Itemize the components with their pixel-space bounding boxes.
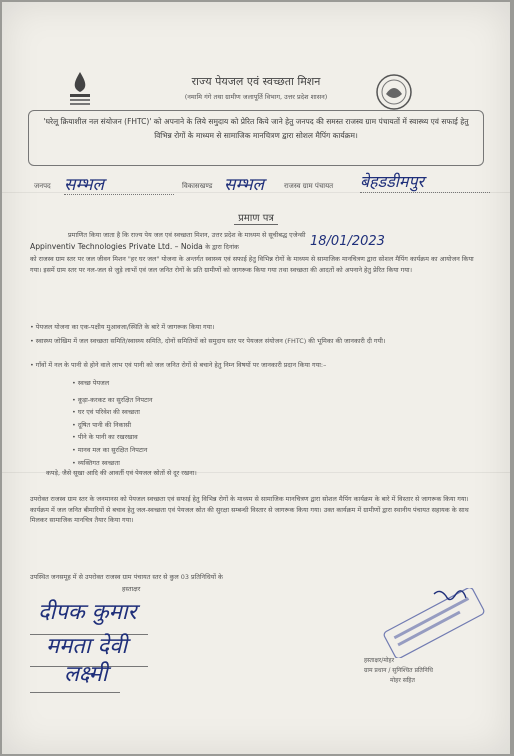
- certificate-heading-text: प्रमाण पत्र: [234, 213, 278, 225]
- stamp-label-2: ग्राम प्रधान / सुनिश्चित प्रतिनिधि: [364, 667, 433, 674]
- official-stamp-icon: [374, 588, 494, 658]
- page-title: राज्य पेयजल एवं स्वच्छता मिशन: [191, 75, 321, 88]
- signature-2: ममता देवी: [46, 634, 128, 659]
- stamp-label-3: मोहर सहित: [390, 677, 415, 684]
- list-item: • कूड़ा-करकट का सुरक्षित निपटान: [72, 394, 152, 407]
- list-item: • पीने के पानी का रखरखाव: [72, 431, 152, 444]
- page-subtitle: (नमामि गंगे तथा ग्रामीण जलापूर्ति विभाग, उत्तर प्रदेश शासन): [184, 93, 328, 101]
- agency-name-text: Appinventiv Technologies Private Ltd. – Noida: [30, 242, 203, 251]
- district-label: जनपद: [34, 182, 51, 190]
- block-label: विकासखण्ड: [182, 182, 213, 190]
- agency-suffix: के द्वारा दिनांक: [205, 243, 239, 251]
- block-value: सम्भल: [224, 175, 265, 195]
- list-item: • मानव मल का सुरक्षित निपटान: [72, 444, 152, 457]
- closing-paragraph: उपरोक्त राजस्व ग्राम स्तर के जनमानस को पेयजल स्वच्छता एवं सफाई हेतु विभिन्न रोगों के माध्यम से सामाजिक मानचित्रण द्वारा सोशल मैपिंग कार्यक्रम के बारे में विस्तार से जागरूक किया गया। कार्यक्रम में जल जनित बीमारियों से बचाव हेतु जल-स्वच्छता एवं पेयजल स्रोत की सुरक्षा सम्बन्धी विस्तार से जागरूक किया गया। उक्त कार्यक्रम में ग्रामीणों द्वारा स्थानीय पंचायत सहायक के साथ मिलकर सामाजिक मानचित्र तैयार किया गया।: [30, 495, 469, 524]
- intro-box: 'घरेलू क्रियाशील नल संयोजन (FHTC)' को अपनाने के लिये समुदाय को प्रेरित किये जाने हेतु जनपद की समस्त राजस्व ग्राम पंचायतों में स्वास्थ्य एवं सफाई हेतु विभिन्न रोगों के माध्यम से सामाजिक मानचित्रण द्वारा सोशल मैपिंग कार्यक्रम।: [28, 110, 484, 166]
- stamp-label-1: हस्ताक्षर/मोहर: [364, 657, 395, 664]
- topics-list: [72, 377, 152, 469]
- gram-panchayat-label: राजस्व ग्राम पंचायत: [284, 182, 334, 190]
- certificate-body: को राजस्व ग्राम स्तर पर जल जीवन मिशन "हर घर जल" योजना के अन्तर्गत स्वास्थ्य एवं सफाई हेतु विभिन्न रोगों के माध्यम से सामाजिक मानचित्रण द्वारा सोशल मैपिंग कार्यक्रम का आयोजन किया गया। इसमें ग्राम स्तर पर नल-जल से जुड़े लाभों एवं जल जनित रोगों के प्रति ग्रामीणों को जागरूक किया गया तथा स्वच्छता की आदतों को अपनाने हेतु प्रेरित किया गया।: [30, 255, 474, 274]
- list-item: • व्यक्तिगत स्वच्छता: [72, 457, 152, 470]
- certificate-heading: [2, 210, 510, 224]
- footer-note: कपड़े, जैसे सूखा आदि की आवर्ती एवं पेयजल स्रोतों से दूर रखना।: [46, 469, 197, 477]
- signature-1: दीपक कुमार: [38, 600, 137, 625]
- bullet-2: • स्वास्थ्य जोखिम में जल स्वच्छता समिति/स्वास्थ्य समिति, दोनों समितियों को समुदाय स्तर पर पेयजल संयोजन (FHTC) की भूमिका की जानकारी दी गयी।: [30, 337, 386, 345]
- signature-3: लक्ष्मी: [64, 662, 108, 687]
- event-date: 18/01/2023: [310, 234, 385, 249]
- signature-label: हस्ताक्षर: [122, 585, 141, 593]
- agency-name: [30, 242, 239, 251]
- list-item: • दूषित पानी की निकासी: [72, 419, 152, 432]
- gram-panchayat-value: बेहडडीमपुर: [360, 170, 490, 193]
- list-item: • स्वच्छ पेयजल: [72, 377, 152, 390]
- certificate-line-1-text: प्रमाणित किया जाता है कि राज्य पेय जल एवं स्वच्छता मिशन, उत्तर प्रदेश के माध्यम से सूचीबद्ध एजेन्सी: [68, 231, 306, 239]
- district-value: सम्भल: [64, 172, 174, 195]
- list-item: • घर एवं परिवेश की स्वच्छता: [72, 406, 152, 419]
- bullet-1: • पेयजल योजना का एक-पक्षीय मुआवजा/स्थिति के बारे में जागरूक किया गया।: [30, 323, 215, 331]
- attendance-line: उपस्थित जनसमूह में से उपरोक्त राजस्व ग्राम पंचायत स्तर से कुल 03 प्रतिनिधियों के: [30, 573, 223, 581]
- document-page: [2, 2, 510, 754]
- signature-line: [30, 692, 120, 693]
- bullet-3: • गाँवों में नल के पानी से होने वाले लाभ एवं पानी को जल जनित रोगों से बचाने हेतु निम्न विषयों पर जानकारी प्रदान किया गया:–: [30, 361, 327, 369]
- certificate-line-1: [30, 230, 486, 241]
